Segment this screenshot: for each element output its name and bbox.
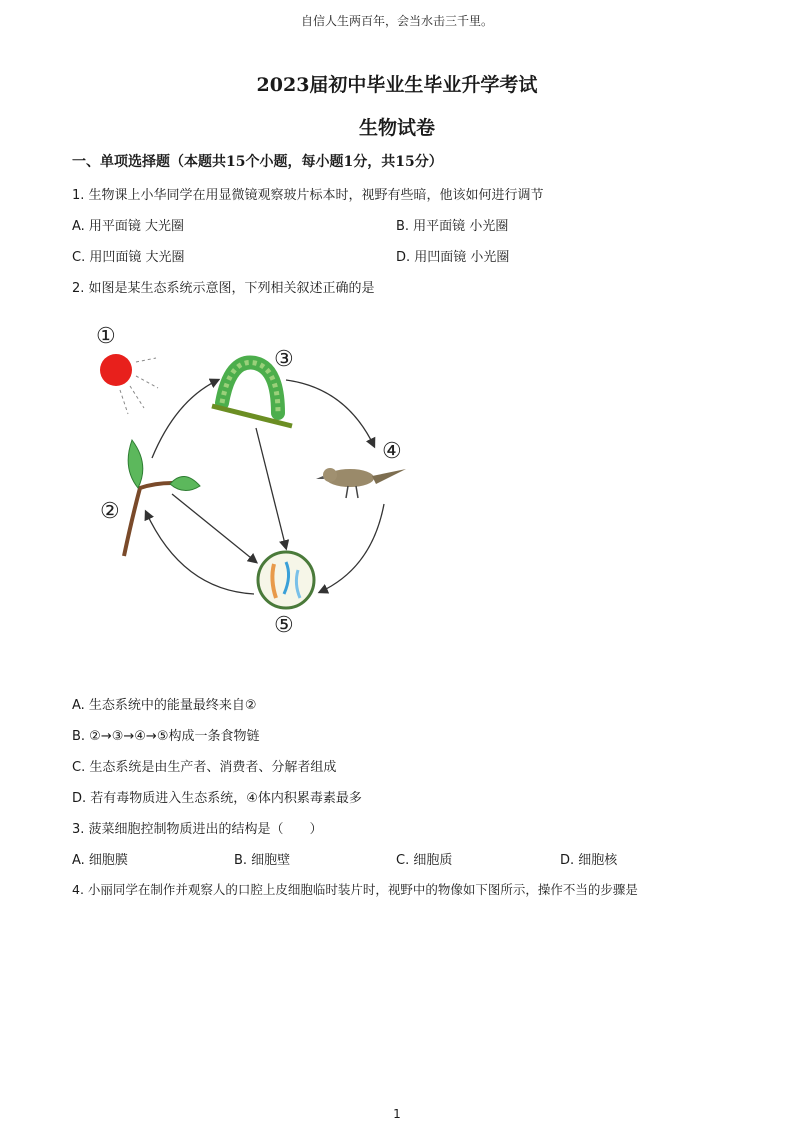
q3-stem: 3. 菠菜细胞控制物质进出的结构是（ ） [72,822,323,837]
label-3: ③ [274,347,294,372]
label-4: ④ [382,439,402,464]
label-1: ① [96,324,116,349]
q3-option-d: D. 细胞核 [560,853,618,868]
page-number: 1 [393,1107,401,1121]
sun-icon [100,354,158,414]
q2-option-c: C. 生态系统是由生产者、消费者、分解者组成 [72,760,337,775]
q2-option-a: A. 生态系统中的能量最终来自② [72,698,257,713]
q4-stem: 4. 小丽同学在制作并观察人的口腔上皮细胞临时装片时，视野中的物像如下图所示，操作不当的步骤是 [72,882,638,897]
q2-option-b: B. ②→③→④→⑤构成一条食物链 [72,729,260,744]
section-heading: 一、单项选择题（本题共15个小题，每小题1分，共15分） [72,154,443,170]
exam-title: 2023届初中毕业生毕业升学考试 [256,74,538,96]
caterpillar-icon [212,363,292,427]
q2-stem: 2. 如图是某生态系统示意图，下列相关叙述正确的是 [72,281,375,296]
plant-icon [124,440,200,556]
bird-icon [316,468,406,498]
ecosystem-diagram [80,318,420,648]
q1-option-d: D. 用凹面镜 小光圈 [396,250,510,265]
q1-option-a: A. 用平面镜 大光圈 [72,219,185,234]
q1-option-b: B. 用平面镜 小光圈 [396,219,509,234]
page-header-motto: 自信人生两百年，会当水击三千里。 [300,14,493,28]
q3-option-c: C. 细胞质 [396,853,453,868]
label-5: ⑤ [274,613,294,638]
q3-option-b: B. 细胞壁 [234,853,291,868]
decomposer-icon [258,552,314,608]
q1-stem: 1. 生物课上小华同学在用显微镜观察玻片标本时，视野有些暗，他该如何进行调节 [72,188,544,203]
q3-option-a: A. 细胞膜 [72,853,128,868]
exam-subject: 生物试卷 [358,117,435,139]
label-2: ② [100,499,120,524]
q1-option-c: C. 用凹面镜 大光圈 [72,250,185,265]
q2-option-d: D. 若有毒物质进入生态系统，④体内积累毒素最多 [72,791,362,806]
